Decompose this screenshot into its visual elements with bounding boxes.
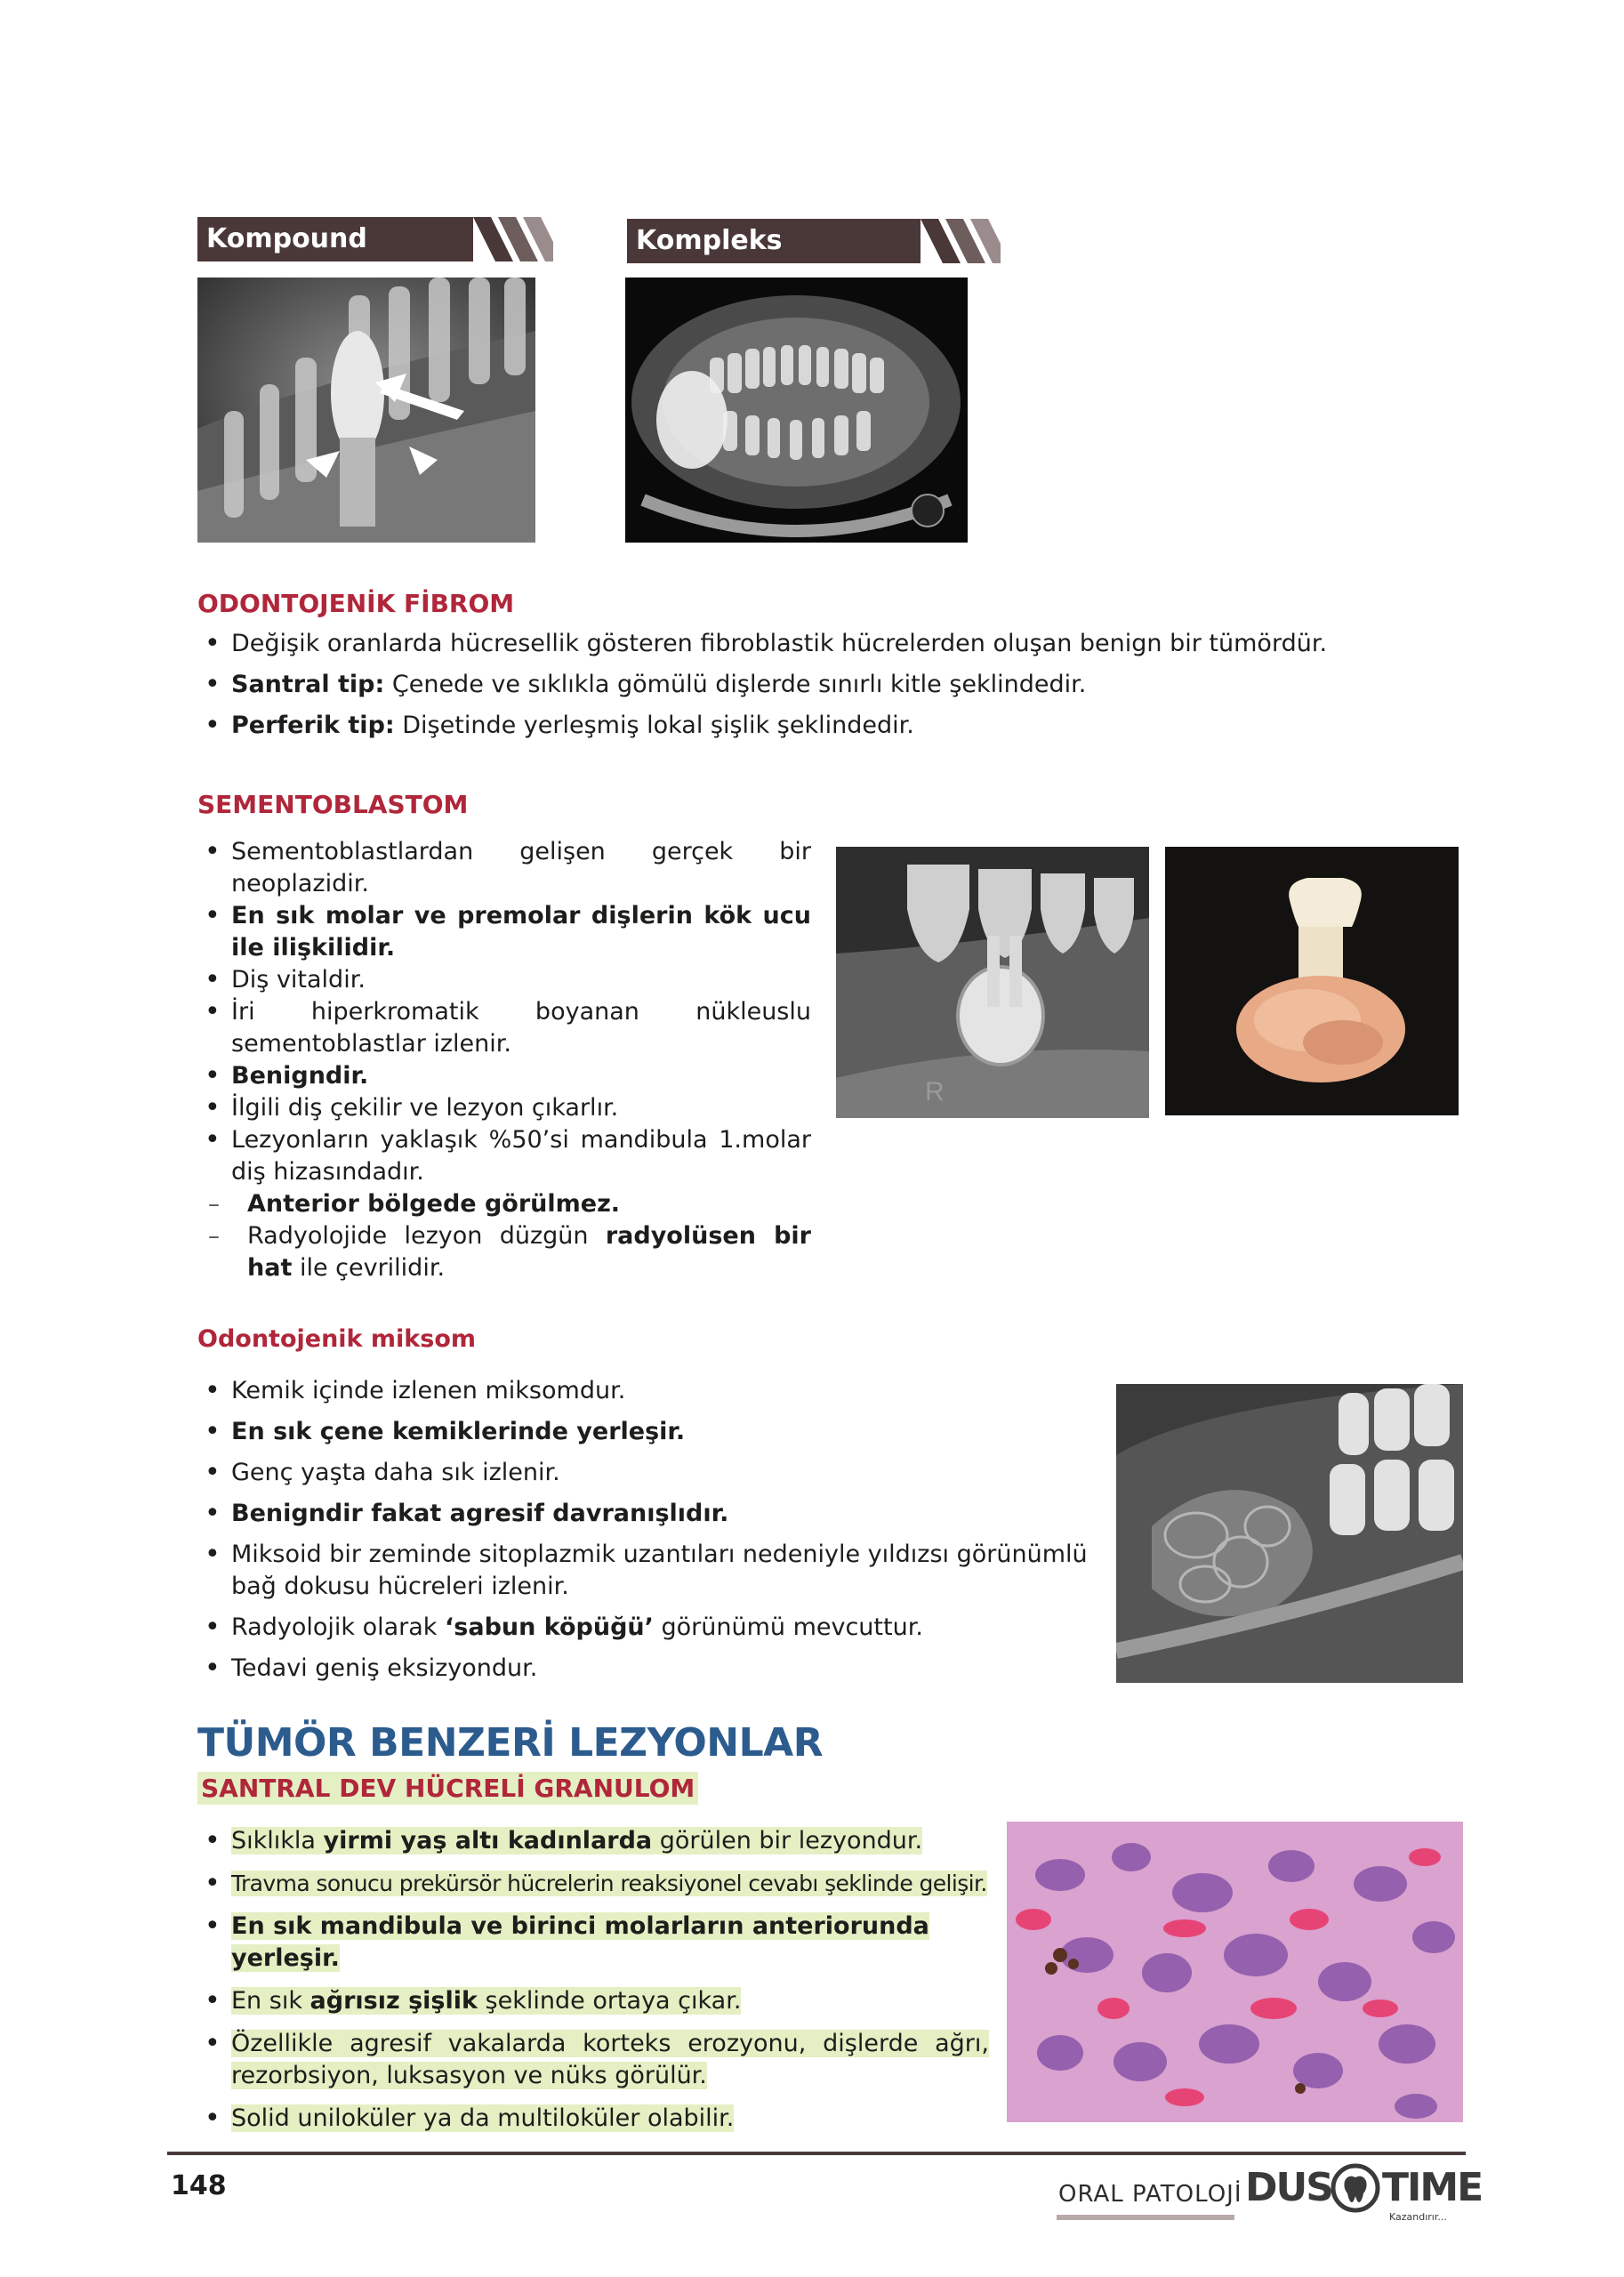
list-item: • Sıklıkla yirmi yaş altı kadınlarda görülen bir lezyondur. [197, 1825, 989, 1857]
dustime-logo [1245, 2158, 1483, 2229]
list-item: • Kemik içinde izlenen miksomdur. [197, 1375, 1096, 1407]
list-item: • Radyolojik olarak ‘sabun köpüğü’ görünümü mevcuttur. [197, 1612, 1096, 1644]
list-item: • En sık ağrısız şişlik şeklinde ortaya çıkar. [197, 1985, 989, 2017]
list-item: • Lezyonların yaklaşık %50’si mandibula 1.molar diş hizasındadır. [197, 1124, 811, 1188]
list-item: • İlgili diş çekilir ve lezyon çıkarlır. [197, 1092, 811, 1124]
tooth-logo-icon [1331, 2163, 1380, 2213]
compound-odontoma-label: Kompound [197, 217, 473, 261]
list-item: • En sık mandibula ve birinci molarların anteriorunda yerleşir. [197, 1911, 989, 1975]
label-stripes-decoration [473, 217, 553, 261]
cementoblastoma-heading: SEMENTOBLASTOM [197, 790, 469, 819]
tumor-like-lesions-title: TÜMÖR BENZERİ LEZYONLAR [197, 1720, 824, 1766]
list-item: • Diş vitaldir. [197, 964, 811, 996]
page-number: 148 [171, 2170, 227, 2201]
item-text: Dişetinde yerleşmiş lokal şişlik şeklindedir. [394, 712, 914, 739]
list-item: • Benigndir fakat agresif davranışlıdır. [197, 1498, 1096, 1530]
odontogenic-myxoma-list [197, 1375, 1096, 1685]
footer-divider [167, 2152, 1466, 2155]
list-item: • Miksoid bir zeminde sitoplazmik uzantıları nedeniyle yıldızsı görünümlü bağ dokusu hücreleri izlenir. [197, 1539, 1096, 1603]
logo-brand-left: DUS [1245, 2165, 1332, 2210]
list-subitem: – Anterior bölgede görülmez. [197, 1188, 811, 1220]
list-item: • En sık çene kemiklerinde yerleşir. [197, 1416, 1096, 1448]
list-item: • En sık molar ve premolar dişlerin kök ucu ile ilişkilidir. [197, 900, 811, 964]
item-text: Değişik oranlarda hücresellik gösteren fibroblastik hücrelerden oluşan benign bir tümördür. [231, 630, 1328, 657]
list-item: • İri hiperkromatik boyanan nükleuslu sementoblastlar izlenir. [197, 996, 811, 1060]
central-giant-cell-granuloma-heading-box [197, 1772, 698, 1805]
footer-section-underline [1057, 2215, 1234, 2220]
complex-odontoma-panoramic-xray [625, 278, 968, 543]
list-subitem: – Radyolojide lezyon düzgün radyolüsen bir hat ile çevrilidir. [197, 1220, 811, 1284]
compound-odontoma-xray [197, 278, 535, 543]
list-item: • Solid uniloküler ya da multiloküler olabilir. [197, 2103, 989, 2135]
cementoblastoma-specimen-photo [1165, 847, 1459, 1115]
list-item: • Travma sonucu prekürsör hücrelerin reaksiyonel cevabı şeklinde gelişir. [197, 1868, 989, 1900]
list-item: • Benigndir. [197, 1060, 811, 1092]
list-item: • Özellikle agresif vakalarda korteks erozyonu, dişlerde ağrı, rezorbsiyon, luksasyon ve nüks görülür. [197, 2028, 989, 2092]
footer-section-title: ORAL PATOLOJİ [1058, 2181, 1242, 2208]
odontogenic-fibroma-heading: ODONTOJENİK FİBROM [197, 589, 515, 618]
item-bold: Santral tip: [231, 671, 385, 698]
list-item: • Genç yaşta daha sık izlenir. [197, 1457, 1096, 1489]
cementoblastoma-xray [836, 847, 1149, 1118]
item-text: Çenede ve sıklıkla gömülü dişlerde sınırlı kitle şeklindedir. [384, 671, 1087, 698]
label-stripes-decoration [921, 219, 1001, 263]
complex-odontoma-label: Kompleks [627, 219, 921, 263]
list-item [197, 628, 1443, 660]
list-item: • Tedavi geniş eksizyondur. [197, 1653, 1096, 1685]
odontogenic-myxoma-xray [1116, 1384, 1463, 1683]
list-item [197, 710, 1443, 742]
central-giant-cell-granuloma-heading: SANTRAL DEV HÜCRELİ GRANULOM [201, 1774, 695, 1803]
logo-tagline: Kazandırır... [1389, 2211, 1447, 2223]
cementoblastoma-list [197, 836, 811, 1284]
list-item: • Sementoblastlardan gelişen gerçek bir neoplazidir. [197, 836, 811, 900]
odontogenic-fibroma-list [197, 628, 1443, 742]
giant-cell-granuloma-histology-photo [1007, 1822, 1463, 2122]
list-item [197, 669, 1443, 701]
central-giant-cell-granuloma-list [197, 1825, 989, 2135]
odontogenic-myxoma-heading: Odontojenik miksom [197, 1325, 477, 1353]
logo-brand-right: TIME [1382, 2165, 1483, 2210]
item-bold: Perferik tip: [231, 712, 395, 739]
xray-side-marker: R [925, 1077, 945, 1106]
